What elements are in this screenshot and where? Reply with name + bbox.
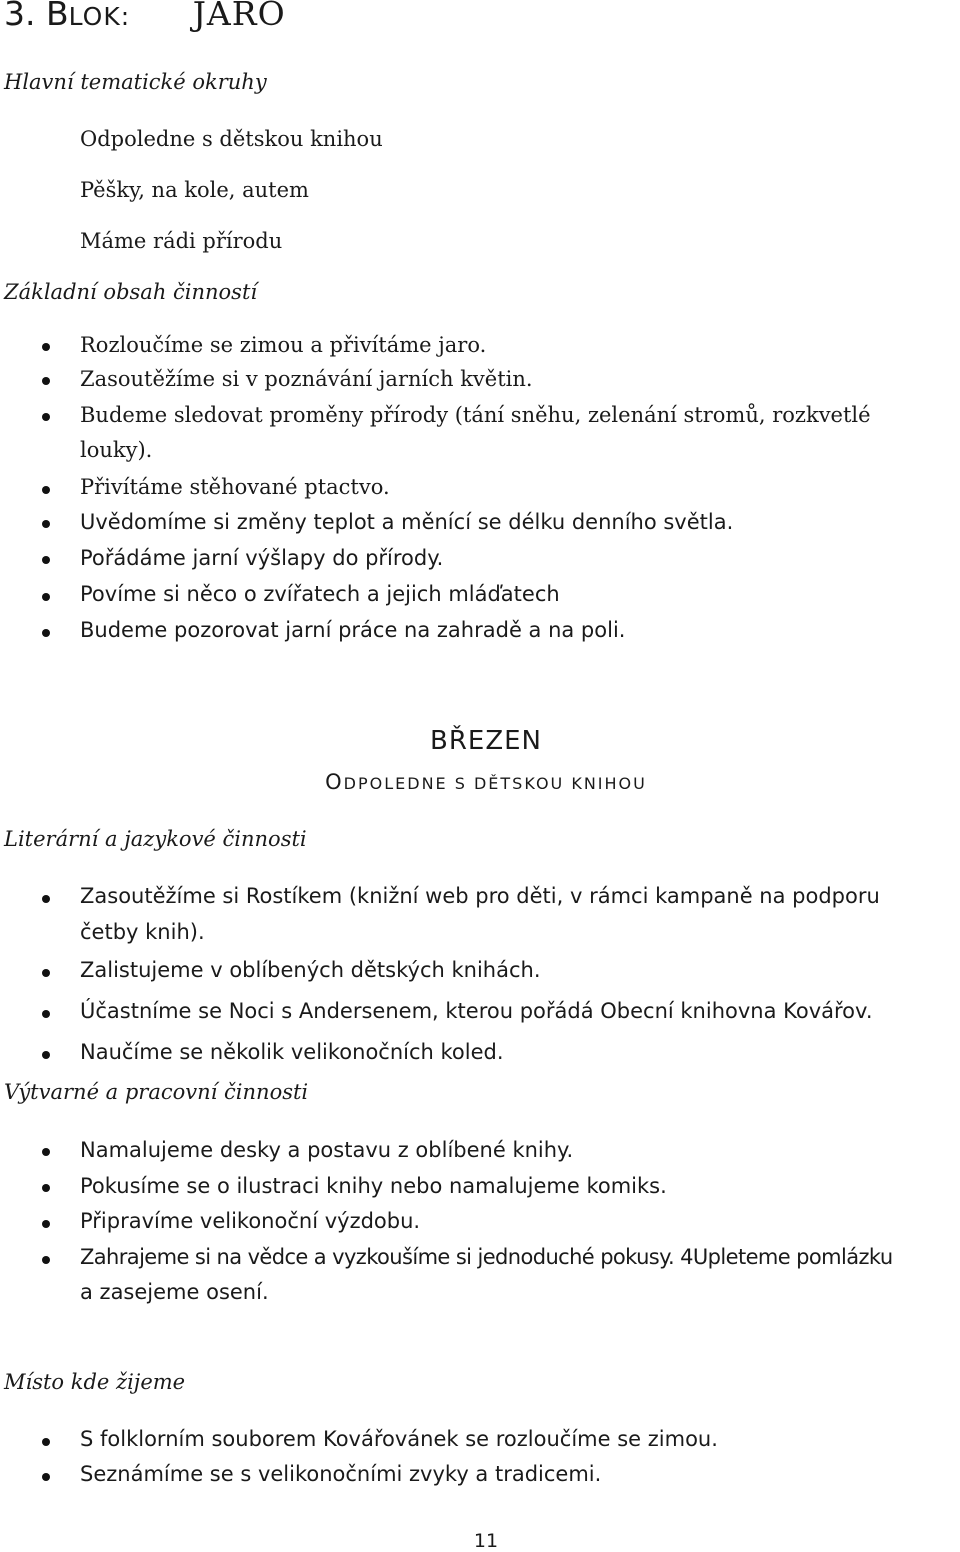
art-heading: Výtvarné a pracovní činnosti	[4, 1080, 309, 1104]
block-word-rest: LOK:	[68, 2, 131, 31]
bullet-icon	[42, 1473, 50, 1481]
bullet-icon	[42, 556, 50, 564]
bullet-icon	[42, 1438, 50, 1446]
basic-content-item: Uvědomíme si změny teplot a měnící se délku denního světla.	[80, 510, 734, 534]
bullet-icon	[42, 377, 50, 385]
place-heading: Místo kde žijeme	[4, 1370, 186, 1394]
art-item: Připravíme velikonoční výzdobu.	[80, 1209, 421, 1233]
bullet-icon	[42, 520, 50, 528]
bullet-icon	[42, 486, 50, 494]
art-item: Pokusíme se o ilustraci knihy nebo namalujeme komiks.	[80, 1174, 667, 1198]
month-subtitle-first: O	[325, 770, 344, 794]
basic-content-item: Povíme si něco o zvířatech a jejich mláďatech	[80, 582, 560, 606]
bullet-icon	[42, 1010, 50, 1018]
bullet-icon	[42, 1184, 50, 1192]
block-season: JARO	[192, 0, 286, 33]
basic-content-item: Zasoutěžíme si v poznávání jarních květin.	[80, 367, 533, 391]
art-item: Namalujeme desky a postavu z oblíbené knihy.	[80, 1138, 574, 1162]
basic-content-item: Rozloučíme se zimou a přivítáme jaro.	[80, 333, 487, 357]
bullet-icon	[42, 413, 50, 421]
basic-content-item: Budeme pozorovat jarní práce na zahradě a na poli.	[80, 618, 626, 642]
basic-content-item: Pořádáme jarní výšlapy do přírody.	[80, 546, 444, 570]
bullet-icon	[42, 1220, 50, 1228]
bullet-icon	[42, 895, 50, 903]
literary-item: Účastníme se Noci s Andersenem, kterou pořádá Obecní knihovna Kovářov.	[80, 999, 873, 1023]
place-item: Seznámíme se s velikonočními zvyky a tradicemi.	[80, 1462, 602, 1486]
bullet-icon	[42, 1051, 50, 1059]
art-item-continuation: a zasejeme osení.	[80, 1280, 269, 1304]
basic-content-heading: Základní obsah činností	[4, 280, 258, 304]
block-word-first: B	[46, 0, 69, 33]
page-number: 11	[473, 1530, 499, 1552]
bullet-icon	[42, 593, 50, 601]
literary-item: Zalistujeme v oblíbených dětských knihách.	[80, 958, 541, 982]
month-title: BŘEZEN	[429, 726, 543, 756]
bullet-icon	[42, 629, 50, 637]
block-title	[4, 0, 286, 33]
theme-item: Odpoledne s dětskou knihou	[80, 127, 383, 151]
basic-content-item: Přivítáme stěhované ptactvo.	[80, 475, 390, 499]
art-item: Zahrajeme si na vědce a vyzkoušíme si jednoduché pokusy. 4Upleteme pomlázku	[80, 1245, 893, 1269]
bullet-icon	[42, 969, 50, 977]
bullet-icon	[42, 1256, 50, 1264]
theme-item: Máme rádi přírodu	[80, 229, 283, 253]
themes-heading: Hlavní tematické okruhy	[4, 70, 267, 94]
bullet-icon	[42, 343, 50, 351]
month-subtitle	[0, 770, 960, 794]
basic-content-item: Budeme sledovat proměny přírody (tání sněhu, zelenání stromů, rozkvetlé	[80, 403, 871, 427]
block-number: 3.	[4, 0, 36, 33]
basic-content-item-continuation: louky).	[80, 438, 153, 462]
literary-item-continuation: četby knih).	[80, 920, 205, 944]
literary-heading: Literární a jazykové činnosti	[4, 827, 307, 851]
bullet-icon	[42, 1148, 50, 1156]
literary-item: Zasoutěžíme si Rostíkem (knižní web pro děti, v rámci kampaně na podporu	[80, 884, 880, 908]
month-subtitle-rest: DPOLEDNE S DĚTSKOU KNIHOU	[343, 774, 647, 793]
place-item: S folklorním souborem Kovářovánek se rozloučíme se zimou.	[80, 1427, 718, 1451]
literary-item: Naučíme se několik velikonočních koled.	[80, 1040, 504, 1064]
theme-item: Pěšky, na kole, autem	[80, 178, 309, 202]
